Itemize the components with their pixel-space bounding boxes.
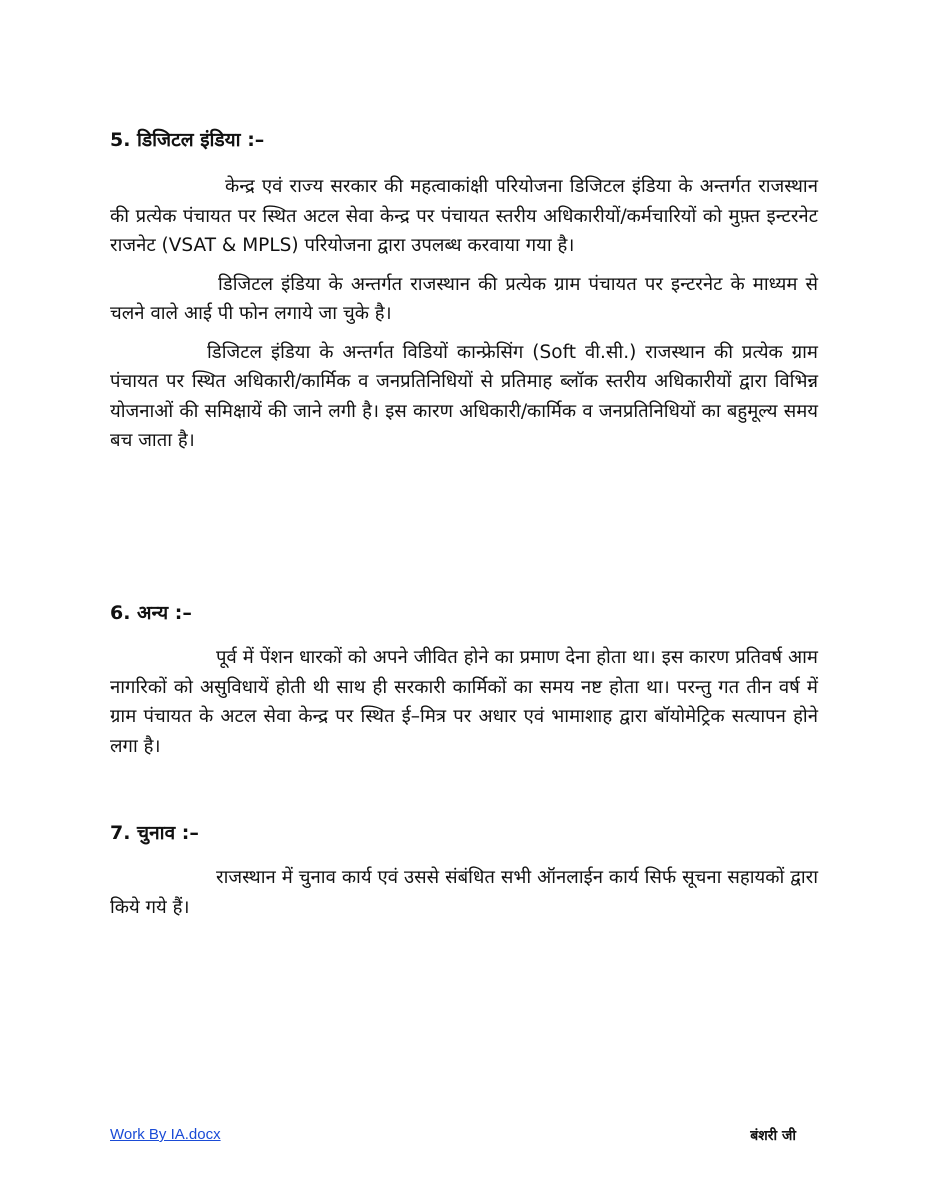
footer-author: बंशरी जी: [750, 1128, 796, 1144]
paragraph: डिजिटल इंडिया के अन्तर्गत राजस्थान की प्रत्येक ग्राम पंचायत पर इन्टरनेट के माध्यम से चलने वाले आई पी फोन लगाये जा चुके है।: [110, 273, 818, 324]
paragraph: डिजिटल इंडिया के अन्तर्गत विडियों कान्फ्रेसिंग (Soft वी.सी.) राजस्थान की प्रत्येक ग्राम पंचायत पर स्थित अधिकारी/कार्मिक व जनप्रतिनिधियों से प्रतिमाह ब्लॉक स्तरीय अधिकारीयों द्वारा विभिन्न योजनाओं की समिक्षायें की जाने लगी है। इस कारण अधिकारी/कार्मिक व जनप्रतिनिधियों का बहुमूल्य समय बच जाता है।: [110, 341, 818, 451]
paragraph: पूर्व में पेंशन धारकों को अपने जीवित होने का प्रमाण देना होता था। इस कारण प्रतिवर्ष आम नागरिकों को असुविधायें होती थी साथ ही सरकारी कार्मिकों का समय नष्ट होता था। परन्तु गत तीन वर्ष में ग्राम पंचायत के अटल सेवा केन्द्र पर स्थित ई–मित्र पर अधार एवं भामाशाह द्वारा बॉयोमेट्रिक सत्यापन होने लगा है।: [110, 647, 818, 757]
section-digital-india: [110, 127, 818, 456]
section-heading: 5. डिजिटल इंडिया :–: [110, 129, 265, 151]
section-heading: 6. अन्य :–: [110, 602, 192, 624]
section-heading: 7. चुनाव :–: [110, 822, 199, 844]
section-election: [110, 820, 818, 922]
paragraph: केन्द्र एवं राज्य सरकार की महत्वाकांक्षी परियोजना डिजिटल इंडिया के अन्तर्गत राजस्थान की प्रत्येक पंचायत पर स्थित अटल सेवा केन्द्र पर पंचायत स्तरीय अधिकारीयों/कर्मचारियों को मुफ़्त इन्टरनेट राजनेट (VSAT & MPLS) परियोजना द्वारा उपलब्ध करवाया गया है।: [110, 176, 818, 256]
footer-document-link[interactable]: Work By IA.docx: [110, 1126, 221, 1143]
paragraph: राजस्थान में चुनाव कार्य एवं उससे संबंधित सभी ऑनलाईन कार्य सिर्फ सूचना सहायकों द्वारा किये गये हैं।: [110, 867, 818, 918]
section-other: [110, 600, 818, 761]
